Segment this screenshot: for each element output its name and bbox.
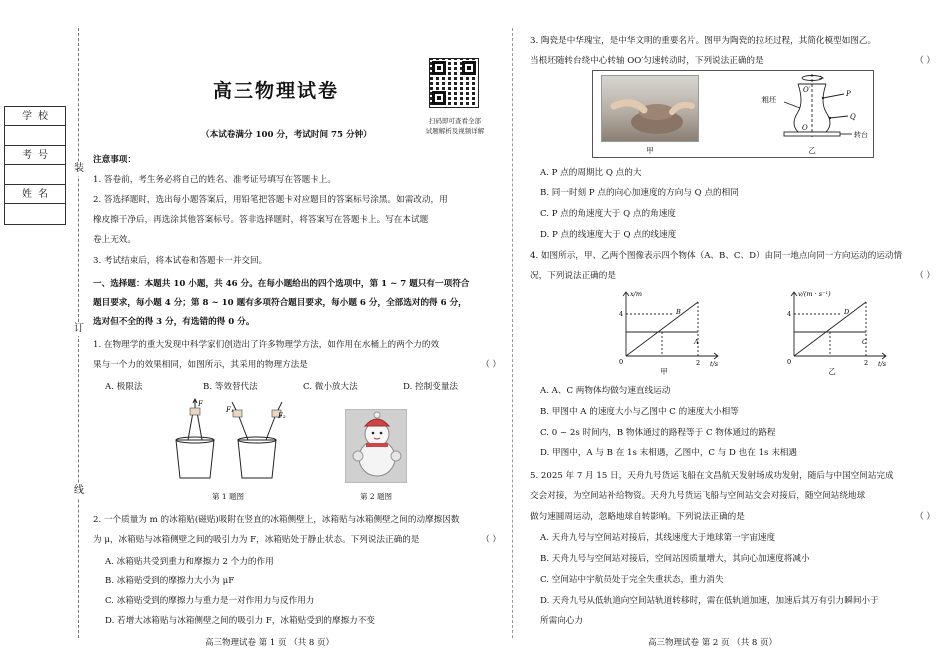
binding-char-xian: 线 (74, 485, 84, 496)
q3-option-a[interactable]: A. P 点的周期比 Q 点的大 (540, 168, 642, 178)
graph-yi-label-c: C (862, 338, 867, 346)
notice-1: 1. 答卷前，考生务必将自己的姓名、准考证号填写在答题卡上。 (93, 175, 336, 185)
force-label-f: F (198, 400, 203, 408)
q5-bracket[interactable]: （ ） (915, 512, 935, 522)
fig1-caption: 第 1 题图 (211, 492, 245, 501)
pottery-icon (602, 76, 700, 143)
q4-stem-2: 况，下列说法正确的是 (530, 271, 616, 281)
q3-option-c[interactable]: C. P 点的角速度大于 Q 点的角速度 (540, 209, 676, 219)
label-zhuantai: 转台 (854, 131, 868, 139)
q2-stem-2: 为 μ，冰箱贴与冰箱侧壁之间的吸引力为 F，冰箱贴处于静止状态。下列说法正确的是 (93, 535, 420, 545)
graph-yi-ylabel: v/(m · s⁻¹) (798, 290, 831, 298)
right-page (530, 0, 935, 659)
q4-option-d[interactable]: D. 甲图中，A 与 B 在 1s 末相遇，乙图中，C 与 D 也在 1s 末相遇 (540, 448, 797, 458)
label-cupi: 粗坯 (762, 96, 776, 104)
notice-2b: 橡皮擦干净后，再选涂其他答案标号。答非选择题时，将答案写在答题卡上。写在本试题 (93, 215, 429, 225)
q1-option-b[interactable]: B. 等效替代法 (203, 382, 258, 392)
exam-subtitle: （本试卷满分 100 分，考试时间 75 分钟） (201, 130, 372, 140)
fig2-photo (345, 409, 407, 483)
q4-bracket[interactable]: （ ） (915, 271, 935, 281)
binding-char-zhuang: 装 (74, 163, 84, 174)
left-page (93, 0, 501, 659)
q4-graph-jia-name: 甲 (660, 367, 668, 376)
info-blank-school[interactable] (5, 126, 65, 146)
q4-graph-jia (614, 288, 724, 368)
info-label-name: 姓名 (5, 185, 65, 204)
q1-stem-2: 果与一个力的效果相同，如图所示，其采用的物理方法是 (93, 360, 308, 370)
q1-option-a[interactable]: A. 极限法 (105, 382, 143, 392)
q3-fig-label-yi: 乙 (808, 146, 816, 155)
info-blank-name[interactable] (5, 204, 65, 224)
graph-jia-xtick: 2 (696, 359, 701, 367)
q3-option-b[interactable]: B. 同一时刻 P 点的向心加速度的方向与 Q 点的相同 (540, 188, 739, 198)
info-label-id: 考号 (5, 146, 65, 165)
q5-option-d-2[interactable]: 所需向心力 (540, 616, 583, 626)
q3-stem-1: 3. 陶瓷是中华瑰宝，是中华文明的重要名片。图甲为陶瓷的拉坯过程，其简化模型如图乙。 (530, 36, 877, 46)
student-info-table (4, 106, 66, 225)
label-q: Q (850, 113, 856, 121)
info-blank-id[interactable] (5, 165, 65, 185)
page-divider (512, 28, 513, 638)
q5-option-d-1[interactable]: D. 天舟九号从低轨道向空间站轨道转移时，需在低轨道加速，加速后其万有引力瞬间小于 (540, 596, 879, 606)
binding-char-ding: 订 (74, 323, 84, 334)
q1-option-d[interactable]: D. 控制变量法 (403, 382, 459, 392)
section-heading-1: 一、选择题：本题共 10 小题，共 46 分。在每小题给出的四个选项中，第 1 ~ 7 题只有一项符合 (93, 279, 470, 289)
info-label-school: 学校 (5, 107, 65, 126)
q2-option-c[interactable]: C. 冰箱贴受到的摩擦力与重力是一对作用力与反作用力 (105, 596, 315, 606)
fig2-caption: 第 2 题图 (359, 492, 393, 501)
q3-bracket[interactable]: （ ） (915, 56, 935, 66)
q3-model-diagram (760, 72, 880, 146)
notice-heading: 注意事项： (93, 155, 136, 165)
q4-option-b[interactable]: B. 甲图中 A 的速度大小与乙图中 C 的速度大小相等 (540, 407, 739, 417)
q1-stem-1: 1. 在物理学的重大发现中科学家们创造出了许多物理学方法，如作用在水桶上的两个力的效 (93, 340, 440, 350)
graph-yi-xlabel: t/s (878, 360, 887, 368)
q3-stem-2: 当根坯随转台绕中心转轴 OO′匀速转动时，下列说法正确的是 (530, 56, 764, 66)
q3-fig-label-jia: 甲 (646, 146, 654, 155)
q5-option-b[interactable]: B. 天舟九号与空间站对接后，空间站因质量增大，其向心加速度将减小 (540, 554, 810, 564)
q4-graph-yi-name: 乙 (828, 367, 836, 376)
graph-jia-label-b: B (676, 308, 681, 316)
notice-2a: 2. 答选择题时，选出每小题答案后，用铅笔把答题卡对应题目的答案标号涂黑。如需改动，用 (93, 195, 448, 205)
section-heading-2: 题目要求，每小题 4 分；第 8 ~ 10 题有多项符合题目要求，每小题 6 分，全部选对的得 6 分， (93, 298, 467, 308)
graph-jia-ylabel: x/m (630, 290, 643, 298)
notice-2c: 卷上无效。 (93, 235, 136, 245)
q4-option-a[interactable]: A. A、C 两物体均做匀速直线运动 (540, 386, 671, 396)
label-o-prime: O′ (803, 86, 811, 94)
left-footer: 高三物理试卷 第 1 页 （共 8 页） (205, 638, 335, 648)
force-label-f1: F₁ (226, 406, 234, 414)
graph-jia-label-a: A (694, 338, 699, 346)
q1-bracket[interactable]: （ ） (481, 360, 501, 370)
qr-code[interactable] (429, 58, 479, 108)
qr-caption-2: 试题解析及视频详解 (425, 127, 485, 135)
label-o: O (802, 124, 808, 132)
q3-photo (601, 75, 699, 142)
right-footer: 高三物理试卷 第 2 页 （共 8 页） (648, 638, 778, 648)
graph-yi-label-d: D (844, 308, 850, 316)
force-label-f2: F₂ (278, 412, 286, 420)
graph-yi-ytick: 4 (787, 310, 792, 318)
q4-option-c[interactable]: C. 0 ~ 2s 时间内，B 物体通过的路程等于 C 物体通过的路程 (540, 428, 776, 438)
exam-title: 高三物理试卷 (213, 80, 340, 102)
fig1-buckets (168, 398, 288, 484)
graph-jia-ytick: 4 (619, 310, 624, 318)
q1-option-c[interactable]: C. 微小放大法 (303, 382, 358, 392)
q2-stem-1: 2. 一个质量为 m 的冰箱贴(磁贴)吸附在竖直的冰箱侧壁上，冰箱贴与冰箱侧壁之间的动摩擦因数 (93, 515, 460, 525)
q5-stem-3: 做匀速圆周运动，忽略地球自转影响。下列说法正确的是 (530, 512, 745, 522)
graph-jia-xlabel: t/s (710, 360, 719, 368)
q5-option-a[interactable]: A. 天舟九号与空间站对接后，其线速度大于地球第一宇宙速度 (540, 533, 776, 543)
section-heading-3: 选对但不全的得 3 分，有选错的得 0 分。 (93, 317, 255, 327)
graph-jia-origin: 0 (619, 358, 624, 366)
graph-yi-origin: 0 (787, 358, 792, 366)
q2-bracket[interactable]: （ ） (481, 535, 501, 545)
qr-caption-1: 扫码即可查看全部 (429, 117, 481, 125)
q5-stem-2: 交会对接，为空间站补给物资。天舟九号货运飞船与空间站交会对接后，随空间站绕地球 (530, 491, 866, 501)
q2-option-d[interactable]: D. 若增大冰箱贴与冰箱侧壁之间的吸引力 F，冰箱贴受到的摩擦力不变 (105, 616, 375, 626)
label-p: P (846, 90, 851, 98)
q5-option-c[interactable]: C. 空间站中宇航员处于完全失重状态，重力消失 (540, 575, 724, 585)
q2-option-b[interactable]: B. 冰箱贴受到的摩擦力大小为 μF (105, 576, 235, 586)
q4-graph-yi (782, 288, 892, 368)
q2-option-a[interactable]: A. 冰箱贴共受到重力和摩擦力 2 个力的作用 (105, 557, 274, 567)
graph-yi-xtick: 2 (864, 359, 869, 367)
snowman-icon (346, 410, 408, 484)
q4-stem-1: 4. 如图所示，甲、乙两个图像表示四个物体（A、B、C、D）由同一地点向同一方向运动的运动情 (530, 251, 903, 261)
q3-option-d[interactable]: D. P 点的线速度大于 Q 点的线速度 (540, 230, 677, 240)
notice-3: 3. 考试结束后，将本试卷和答题卡一并交回。 (93, 256, 268, 266)
q5-stem-1: 5. 2025 年 7 月 15 日，天舟九号货运飞船在文昌航天发射场成功发射，随后与中国空间站完成 (530, 471, 894, 481)
